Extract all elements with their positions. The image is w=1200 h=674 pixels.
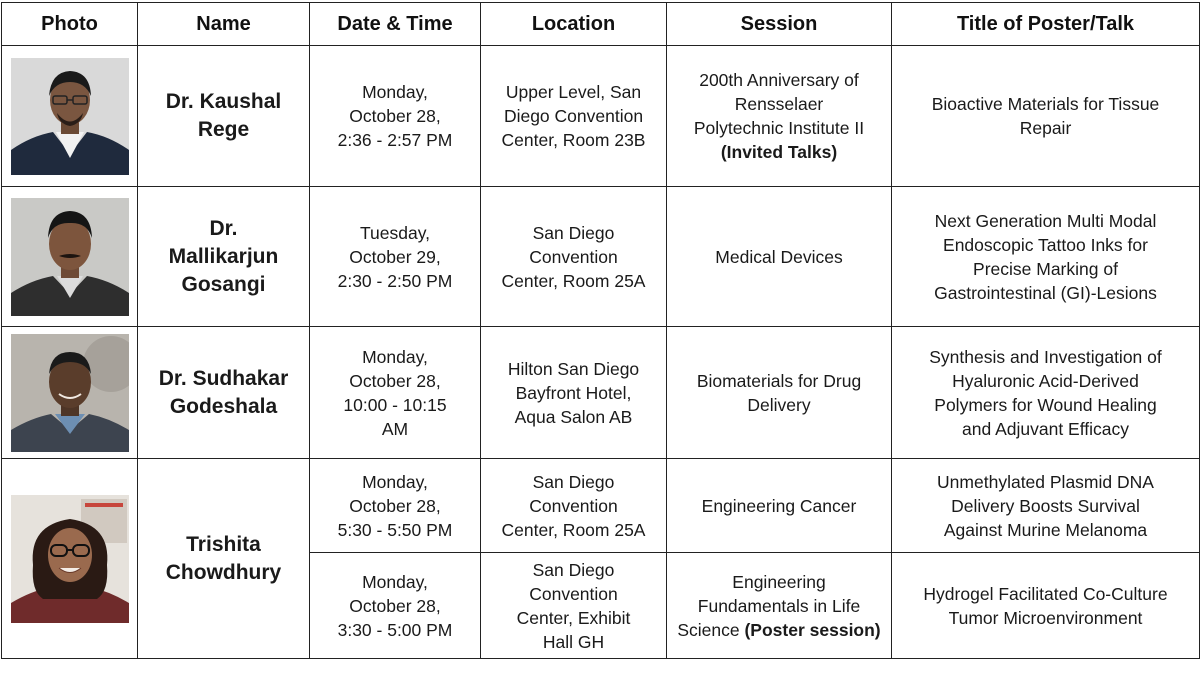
location-cell: Hilton San Diego Bayfront Hotel, Aqua Salon AB <box>481 327 667 459</box>
location-cell: San Diego Convention Center, Exhibit Hall GH <box>481 553 667 659</box>
table-row <box>2 327 1200 459</box>
header-name: Name <box>138 3 310 46</box>
photo-cell <box>2 46 138 187</box>
session-cell: 200th Anniversary of Rensselaer Polytechnic Institute II (Invited Talks) <box>667 46 892 187</box>
location-cell: San Diego Convention Center, Room 25A <box>481 187 667 327</box>
date-time-cell: Tuesday, October 29, 2:30 - 2:50 PM <box>310 187 481 327</box>
date-time-cell: Monday, October 28, 5:30 - 5:50 PM <box>310 459 481 553</box>
speaker-photo-trishita <box>11 495 129 623</box>
speaker-name: Trishita Chowdhury <box>138 459 310 659</box>
session-cell: Engineering Fundamentals in Life Science (Poster session) <box>667 553 892 659</box>
location-cell: Upper Level, San Diego Convention Center, Room 23B <box>481 46 667 187</box>
header-date-time: Date & Time <box>310 3 481 46</box>
session-type-bold: (Poster session) <box>744 619 881 640</box>
title-cell: Synthesis and Investigation of Hyaluronic Acid-Derived Polymers for Wound Healing and Adjuvant Efficacy <box>892 327 1200 459</box>
speaker-photo-kaushal <box>11 58 129 175</box>
date-time-cell: Monday, October 28, 10:00 - 10:15 AM <box>310 327 481 459</box>
title-cell: Unmethylated Plasmid DNA Delivery Boosts Survival Against Murine Melanoma <box>892 459 1200 553</box>
speaker-name: Dr. Sudhakar Godeshala <box>138 327 310 459</box>
table-row <box>2 187 1200 327</box>
speaker-name: Dr. Mallikarjun Gosangi <box>138 187 310 327</box>
table-row <box>2 46 1200 187</box>
speaker-photo-mallikarjun <box>11 198 129 316</box>
date-time-cell: Monday, October 28, 2:36 - 2:57 PM <box>310 46 481 187</box>
portrait-photo <box>11 334 129 452</box>
session-type-bold: (Invited Talks) <box>720 142 838 162</box>
speaker-photo-sudhakar <box>11 334 129 452</box>
speaker-name: Dr. Kaushal Rege <box>138 46 310 187</box>
header-title: Title of Poster/Talk <box>892 3 1200 46</box>
photo-cell <box>2 459 138 659</box>
header-row <box>2 3 1200 46</box>
title-cell: Hydrogel Facilitated Co-Culture Tumor Microenvironment <box>892 553 1200 659</box>
portrait-photo <box>11 58 129 175</box>
speaker-schedule-table <box>1 2 1200 659</box>
location-cell: San Diego Convention Center, Room 25A <box>481 459 667 553</box>
table-row <box>2 459 1200 553</box>
session-cell: Biomaterials for Drug Delivery <box>667 327 892 459</box>
portrait-photo <box>11 495 129 623</box>
photo-cell <box>2 327 138 459</box>
portrait-photo <box>11 198 129 316</box>
title-cell: Bioactive Materials for Tissue Repair <box>892 46 1200 187</box>
title-cell: Next Generation Multi Modal Endoscopic Tattoo Inks for Precise Marking of Gastrointestinal (GI)-Lesions <box>892 187 1200 327</box>
date-time-cell: Monday, October 28, 3:30 - 5:00 PM <box>310 553 481 659</box>
session-cell: Medical Devices <box>667 187 892 327</box>
photo-cell <box>2 187 138 327</box>
header-photo: Photo <box>2 3 138 46</box>
header-session: Session <box>667 3 892 46</box>
header-location: Location <box>481 3 667 46</box>
session-cell: Engineering Cancer <box>667 459 892 553</box>
